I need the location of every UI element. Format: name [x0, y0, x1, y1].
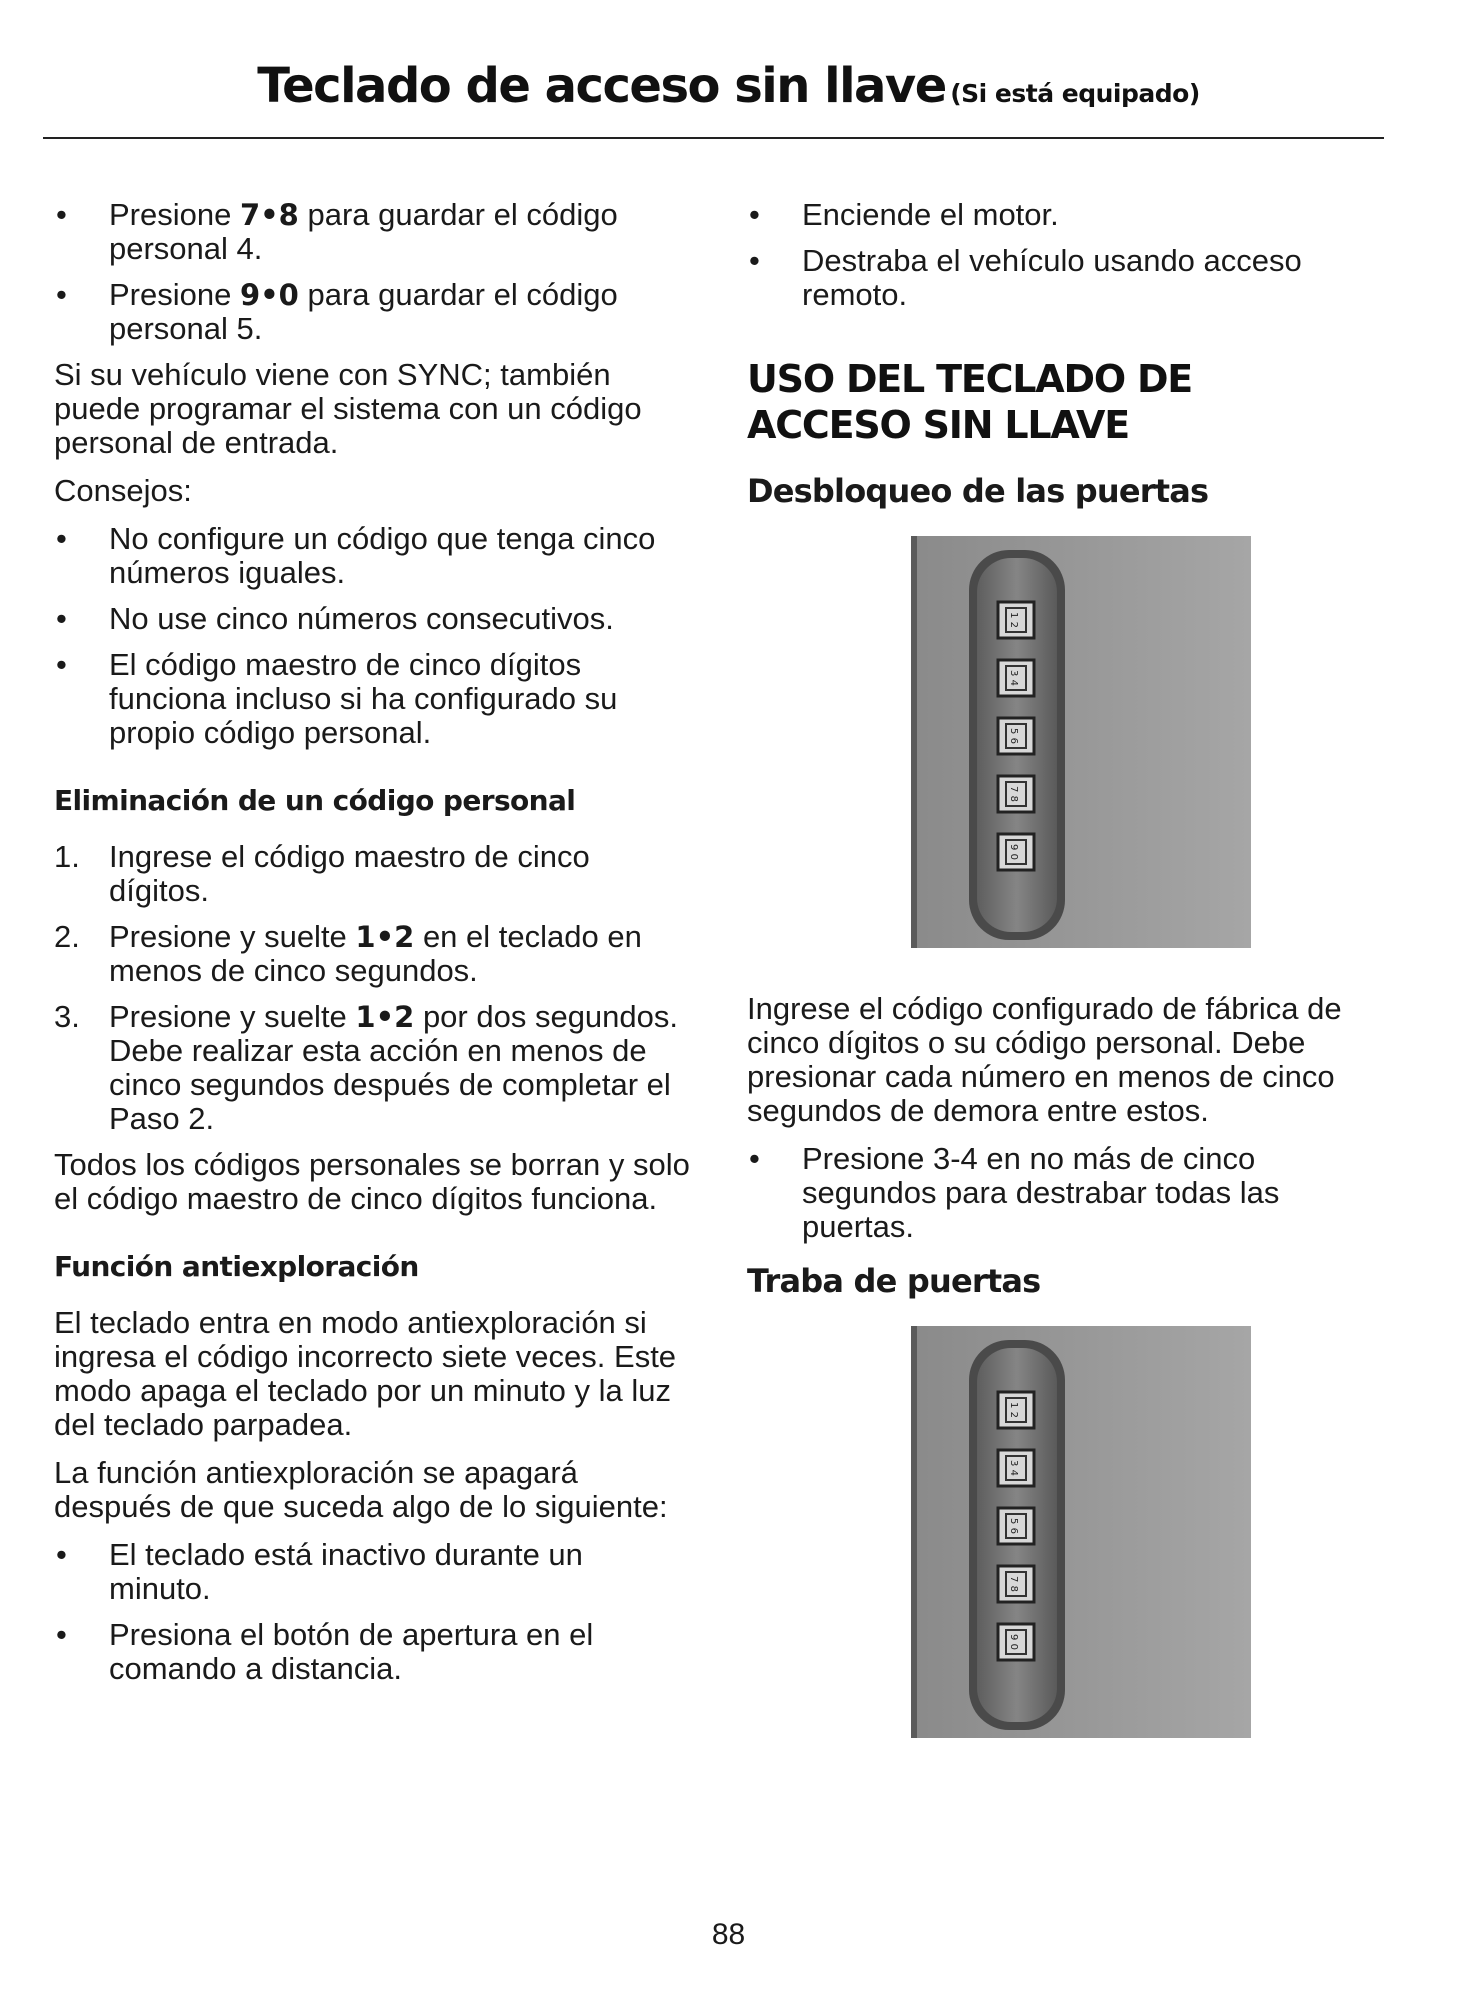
bullet-item: • Presione 9•0 para guardar el código personal 5. [56, 277, 618, 346]
step-item: 2. Presione y suelte 1•2 en el teclado en menos de cinco segundos. [54, 919, 642, 988]
bullet-marker: • [56, 197, 67, 232]
key-label: 3 4 [1008, 1460, 1019, 1476]
keypad-key [998, 1392, 1034, 1428]
step-number: 2. [54, 919, 80, 954]
keypad-key [998, 1624, 1034, 1660]
section-heading: USO DEL TECLADO DE ACCESO SIN LLAVE [747, 357, 1193, 447]
key-label: 9 0 [1008, 1634, 1019, 1650]
key-label: 5 6 [1008, 728, 1019, 744]
bullet-item: • Presione 7•8 para guardar el código personal 4. [56, 197, 618, 266]
key-label: 3 4 [1008, 670, 1019, 686]
bullet-item: • El teclado está inactivo durante un minuto. [56, 1537, 583, 1606]
bullet-marker: • [56, 647, 67, 682]
unlock-paragraph: Ingrese el código configurado de fábrica de cinco dígitos o su código personal. Debe presionar cada número en menos de cinco segundos de demora entre estos. [747, 991, 1342, 1128]
key-combo: 1•2 [355, 920, 415, 954]
delete-code-heading: Eliminación de un código personal [54, 784, 576, 817]
header-divider [43, 137, 1384, 139]
keypad-key [998, 834, 1034, 870]
keypad-illustration [911, 1326, 1251, 1738]
bullet-item: • Enciende el motor. [749, 197, 1059, 232]
bullet-marker: • [749, 1141, 760, 1176]
left-column [54, 198, 692, 1698]
right-column [747, 198, 1387, 1782]
keypad-figure-unlock [911, 536, 1251, 948]
keypad-key [998, 1508, 1034, 1544]
bullet-item: • Presione 3-4 en no más de cinco segundos para destrabar todas las puertas. [749, 1141, 1280, 1244]
key-label: 5 6 [1008, 1518, 1019, 1534]
keypad-figure-lock [911, 1326, 1251, 1738]
keypad-key [998, 718, 1034, 754]
key-label: 7 8 [1008, 1576, 1019, 1592]
bullet-marker: • [56, 277, 67, 312]
bullet-marker: • [56, 601, 67, 636]
bullet-marker: • [56, 1617, 67, 1652]
page-header [0, 58, 1457, 114]
tips-label: Consejos: [54, 473, 192, 508]
key-label: 1 2 [1008, 612, 1019, 628]
step-number: 3. [54, 999, 80, 1034]
step-number: 1. [54, 839, 80, 874]
anti-scan-exit-paragraph: La función antiexploración se apagará después de que suceda algo de lo siguiente: [54, 1455, 668, 1524]
key-combo: 9•0 [239, 278, 299, 312]
tip-item: • El código maestro de cinco dígitos funciona incluso si ha configurado su propio código personal. [56, 647, 618, 750]
door-panel [911, 536, 1251, 948]
key-combo: 7•8 [239, 198, 299, 232]
key-label: 7 8 [1008, 786, 1019, 802]
keypad-illustration [911, 536, 1251, 948]
page-number: 88 [711, 1918, 746, 1951]
anti-scan-paragraph: El teclado entra en modo antiexploración si ingresa el código incorrecto siete veces. Este modo apaga el teclado por un minuto y la luz del teclado parpadea. [54, 1305, 677, 1442]
anti-scan-heading: Función antiexploración [54, 1250, 419, 1283]
page-title: Teclado de acceso sin llave [257, 58, 946, 114]
tip-item: • No configure un código que tenga cinco números iguales. [56, 521, 656, 590]
sync-paragraph: Si su vehículo viene con SYNC; también puede programar el sistema con un código personal de entrada. [54, 357, 642, 460]
keypad-key [998, 1450, 1034, 1486]
door-panel [911, 1326, 1251, 1738]
key-label: 9 0 [1008, 844, 1019, 860]
bullet-item: • Presiona el botón de apertura en el comando a distancia. [56, 1617, 594, 1686]
bullet-item: • Destraba el vehículo usando acceso remoto. [749, 243, 1302, 312]
page-title-qualifier: (Si está equipado) [950, 79, 1200, 108]
delete-result-paragraph: Todos los códigos personales se borran y solo el código maestro de cinco dígitos funciona. [54, 1147, 690, 1216]
lock-heading: Traba de puertas [747, 1262, 1041, 1300]
bullet-marker: • [56, 521, 67, 556]
key-combo: 1•2 [355, 1000, 415, 1034]
bullet-marker: • [749, 197, 760, 232]
step-item: 1. Ingrese el código maestro de cinco dígitos. [54, 839, 590, 908]
keypad-key [998, 602, 1034, 638]
step-item: 3. Presione y suelte 1•2 por dos segundos. Debe realizar esta acción en menos de cinco segundos después de completar el Paso 2. [54, 999, 679, 1136]
keypad-key [998, 660, 1034, 696]
bullet-marker: • [56, 1537, 67, 1572]
keypad-key [998, 1566, 1034, 1602]
bullet-marker: • [749, 243, 760, 278]
unlock-heading: Desbloqueo de las puertas [747, 472, 1209, 510]
tip-item: • No use cinco números consecutivos. [56, 601, 614, 636]
keypad-key [998, 776, 1034, 812]
key-label: 1 2 [1008, 1402, 1019, 1418]
